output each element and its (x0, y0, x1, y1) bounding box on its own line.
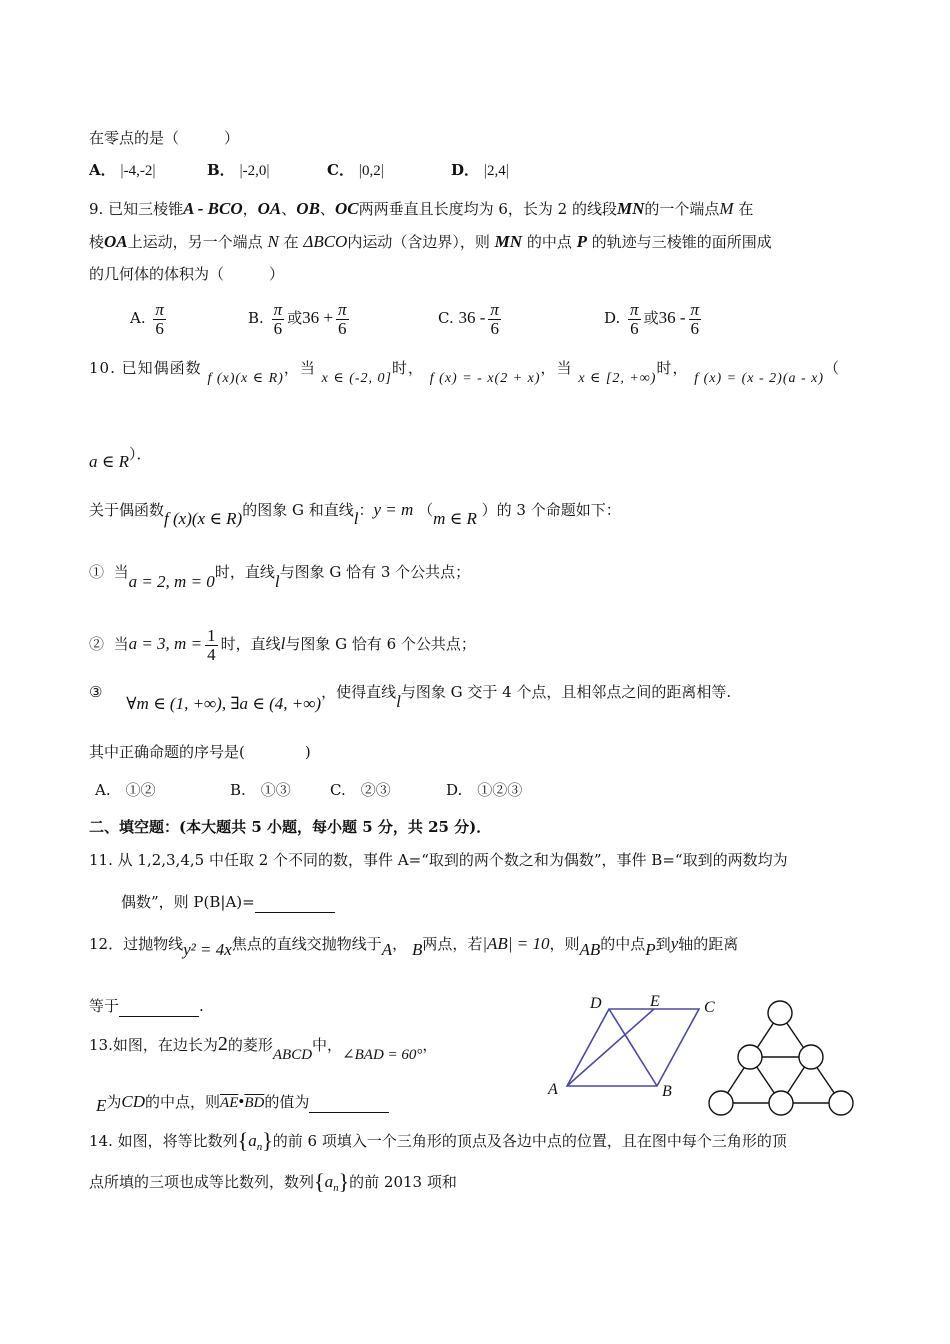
q10-option-d: D. ①②③ (446, 781, 523, 799)
q12-answer-blank[interactable] (119, 996, 199, 1017)
label-d: D (590, 995, 602, 1012)
q14-line2: 点所填的三项也成等比数列，数列$\{a_n\}$的前 2013 项和 (89, 1169, 457, 1194)
q9-line2: 棱OA上运动，另一个端点 N 在 ΔBCO内运动（含边界），则 MN 的中点 P 的轨迹与三棱锥的面所围成 (89, 232, 772, 251)
node-mid-left (738, 1045, 762, 1069)
node-bottom-mid (769, 1091, 793, 1115)
q13-line2: E为CD的中点，则$\overline{AE}•\overline{BD}$的值为 (96, 1092, 389, 1113)
node-bottom-left (709, 1091, 733, 1115)
q8-option-a: A． |-4,-2| (89, 161, 156, 179)
q10-option-b: B. ①③ (230, 781, 291, 799)
q12-line1: 12．过抛物线y² = 4x焦点的直线交抛物线于A， B两点，若|AB| = 10，则AB的中点P到y轴的距离 (89, 934, 739, 959)
node-mid-right (799, 1045, 823, 1069)
q11-answer-blank[interactable] (255, 892, 335, 913)
label-b: B (662, 1083, 672, 1100)
q10-options (95, 780, 522, 800)
triangle-figure (700, 995, 865, 1125)
q9-option-a: A. $\frac{\pi}{6}$ (130, 299, 164, 338)
q10-option-a: A. ①② (95, 781, 156, 799)
q9-option-b: B. $\frac{\pi}{6}$ 或36 + $\frac{\pi}{6}$ (248, 299, 347, 338)
q13-line1: 13.如图，在边长为2的菱形ABCD中，∠BAD = 60°， (89, 1033, 438, 1063)
q14-line1: 14. 如图，将等比数列$\{a_n\}$的前 6 项填入一个三角形的顶点及各边中点的位置，且在图中每个三角形的顶 (89, 1128, 787, 1153)
segment-bd (609, 1009, 657, 1086)
node-bottom-right (829, 1091, 853, 1115)
label-e: E (650, 993, 660, 1010)
q9-option-d: D. $\frac{\pi}{6}$ 或36 - $\frac{\pi}{6}$ (604, 299, 700, 338)
q10-line1: 10. 已知偶函数 f (x)(x ∈ R)，当 x ∈ (-2, 0]时， f (x) = - x(2 + x)，当 x ∈ [2, +∞)时， f (x) = (x - 2)(a - x)（ (89, 359, 841, 386)
q8-option-d: D． |2,4| (451, 161, 509, 179)
q10-proposition-2: ② 当a = 3, m = $\frac{1}{4}$ 时，直线l与图象 G 恰有 6 个公共点； (89, 625, 476, 664)
q10-statement: 关于偶函数f (x)(x ∈ R)的图象 G 和直线l：y = m （m ∈ R ）的 3 个命题如下： (89, 500, 621, 528)
node-top (768, 1001, 792, 1025)
q10-ask: 其中正确命题的序号是( ) (89, 743, 311, 761)
q10-proposition-3: ③ ∀m ∈ (1, +∞), ∃a ∈ (4, +∞)，使得直线l与图象 G 交于 4 个点，且相邻点之间的距离相等. (89, 683, 732, 713)
q12-line2: 等于 . (89, 997, 204, 1015)
q10-line2: a ∈ R）． (89, 445, 152, 471)
q11-line2: 偶数”，则 P(B|A)= (121, 892, 335, 913)
q10-proposition-1: ① 当a = 2, m = 0时，直线l与图象 G 恰有 3 个公共点； (89, 563, 471, 591)
label-a: A (548, 1081, 558, 1098)
q9-options (130, 298, 704, 338)
q9-line1: 9. 已知三棱锥A - BCO，OA、OB、OC两两垂直且长度均为 6，长为 2 的线段MN的一个端点M 在 (89, 199, 754, 218)
q13-answer-blank[interactable] (309, 1092, 389, 1113)
q8-option-b: B． |-2,0| (207, 161, 270, 179)
q9-line3: 的几何体的体积为（ ） (89, 265, 285, 283)
q10-option-c: C. ②③ (330, 781, 391, 799)
segment-ae (567, 1009, 654, 1086)
q9-option-c: C. 36 - $\frac{\pi}{6}$ (438, 299, 499, 338)
q8-options (89, 160, 509, 181)
section-heading: 二、填空题：(本大题共 5 小题，每小题 5 分，共 25 分)． (89, 818, 492, 836)
q8-option-c: C． |0,2| (327, 161, 384, 179)
label-c: C (704, 999, 715, 1016)
q11-line1: 11. 从 1,2,3,4,5 中任取 2 个不同的数，事件 A=“取到的两个数之和为偶数”，事件 B=“取到的两数均为 (89, 851, 788, 869)
q8-tail: 在零点的是（ ） (89, 129, 240, 147)
